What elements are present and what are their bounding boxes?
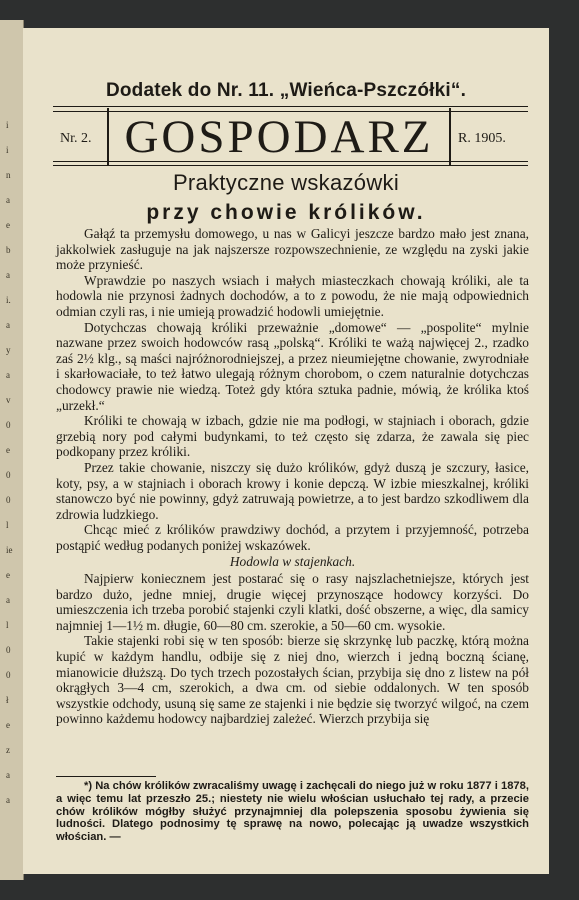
edge-mark: a [6,270,10,280]
paragraph: Gałąź ta przemysłu domowego, u nas w Galicyi jeszcze bardzo mało jest znana, jakkolwiek zasługuje na jak najszersze rozpowszechnienie, ze względu na zyski jakie może przynieść. [56,226,529,273]
masthead-frame [107,108,451,165]
footnote-rule [56,776,156,777]
newspaper-page [23,28,549,874]
edge-mark: i [6,120,9,130]
paragraph: Takie stajenki robi się w ten sposób: bierze się skrzynkę lub paczkę, którą można kupić w każdym handlu, odbije się z niej dno, wierzch i jedną boczną ścianę, mianowicie dłuższą. Do tych trzech pozostałych ścian, przybija się dno z listew na pół okrągłych 3—4 cm, szerokich, a dwa cm. od siebie oddalonych. W ten sposób wszystkie odchody, usuną się same ze stajenki i nie będzie się tworzyć wilgoć, na czem powinno każdemu hodowcy najbardziej zależeć. Wierzch przybija się [56,633,529,727]
edge-mark: 0 [6,670,11,680]
edge-mark: 0 [6,420,11,430]
footnote [56,780,529,844]
edge-mark: e [6,445,10,455]
edge-mark: e [6,220,10,230]
issue-number: Nr. 2. [60,131,92,146]
edge-mark: 0 [6,470,11,480]
edge-mark: n [6,170,11,180]
edge-mark: a [6,770,10,780]
edge-mark: l [6,620,9,630]
edge-mark: 0 [6,645,11,655]
edge-mark: e [6,720,10,730]
edge-mark: l [6,520,9,530]
paragraph: Najpierw koniecznem jest postarać się o rasy najszlachetniejsze, których jest bardzo dużo, jedne mniej, drugie więcej przynoszące hodowcy korzyści. Do umieszczenia ich trzeba porobić stajenki czyli klatki, dość obszerne, a więc, dla samicy najmniej 1—1½ m. długie, 60—80 cm. szerokie, a 50—60 cm. wysokie. [56,571,529,633]
edge-mark: a [6,370,10,380]
footnote-text: *) Na chów królików zwracaliśmy uwagę i zachęcali do niego już w roku 1877 i 1878, a więc temu lat przeszło 25.; niestety nie wielu włościan usłuchało tej rady, a przecie chów królików mógłby służyć przynajmniej dla polepszenia sposobu żywienia się ludności. Dlatego podnosimy tę sprawę na nowo, polecając ją uwadze wszystkich włościan. — [56,780,529,844]
header-top-rule [53,106,528,107]
paragraph: Króliki te chowają w izbach, gdzie nie ma podłogi, w stajniach i oborach, gdzie grzebią nory pod całymi budynkami, to też często się zdarza, że zawala się piec podkopany przez króliki. [56,413,529,460]
header-bottom-rule [53,161,528,162]
edge-mark: e [6,570,10,580]
edge-mark: a [6,320,10,330]
issue-year: R. 1905. [458,131,506,146]
edge-mark: ie [6,545,13,555]
article-title-line1: Praktyczne wskazówki [172,170,400,195]
supplement-header: Dodatek do Nr. 11. „Wieńca-Pszczółki“. [105,80,467,101]
edge-mark: b [6,245,11,255]
edge-mark: v [6,395,11,405]
adjacent-page-edge [0,20,24,880]
header-bottom-rule-inner [53,165,528,166]
edge-mark: z [6,745,10,755]
paragraph: Dotychczas chowają króliki przeważnie „domowe“ — „pospolite“ mylnie nazwane przez swoich hodowców rasą „polską“. Króliki te ważą najwięcej 2., rzadko zaś 2½ klg., są maści najróżnorodniejszej, a przez nieumiejętne chowanie, zwyrodniałe i skarłowaciałe, to też łatwo ulegają różnym chorobom, o czem naturalnie dotychczas chodowcy prawie nie wiedzą. Toteż gdy która sztuka padnie, mówią, że królika ktoś „urzekł.“ [56,319,529,413]
edge-mark: a [6,795,10,805]
paragraph: Chcąc mieć z królików prawdziwy dochód, a przytem i przyjemność, potrzeba postąpić według podanych poniżej wskazówek. [56,522,529,553]
section-subheading: Hodowla w stajenkach. [229,554,356,570]
edge-mark: i. [6,295,11,305]
paragraph: Przez takie chowanie, niszczy się dużo królików, gdyż duszą je szczury, łasice, koty, psy, a w stajniach i oborach krowy i konie depczą. W izbie mieszkalnej, króliki stanowczo być nie powinny, gdyż zatruwają powietrze, a to jest bardzo szkodliwem dla zdrowia ludzkiego. [56,459,529,522]
edge-mark: 0 [6,495,11,505]
article-body [56,226,529,727]
paragraph: Wprawdzie po naszych wsiach i małych miasteczkach chowają króliki, ale ta hodowla nie przynosi żadnych dochodów, a to z powodu, że nie mają odpowiednich odmian czyli ras, i nie umieją prowadzić hodowli umiejętnie. [56,272,529,319]
edge-mark: a [6,595,10,605]
edge-mark: i [6,145,9,155]
edge-mark: y [6,345,11,355]
edge-mark: a [6,195,10,205]
masthead-title: GOSPODARZ [124,111,434,163]
edge-mark: ł [6,695,9,705]
article-title-line2: przy chowie królików. [146,201,426,224]
